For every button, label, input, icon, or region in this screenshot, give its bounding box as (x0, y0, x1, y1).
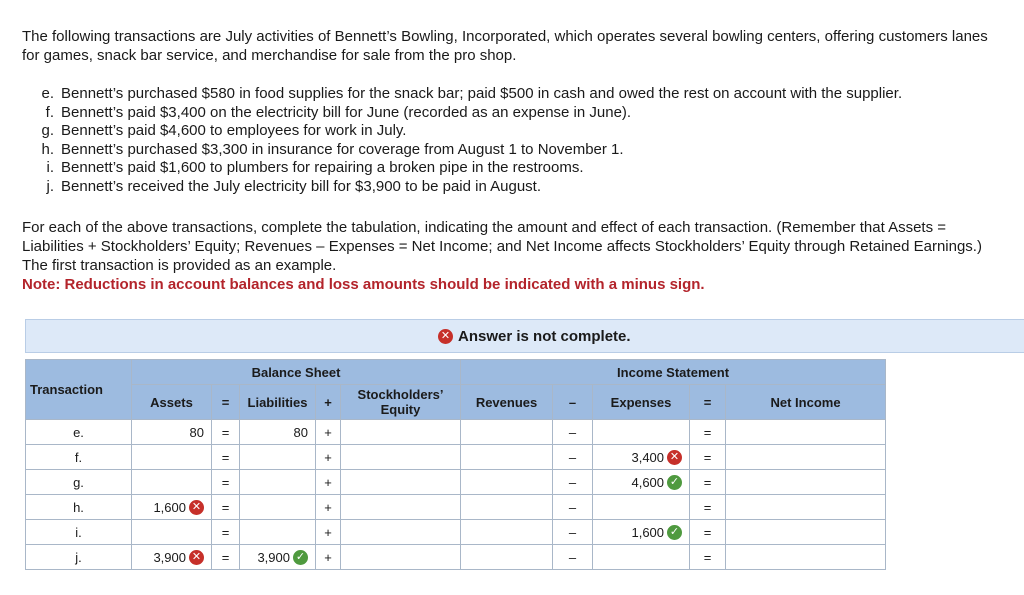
cell-value: e. (73, 424, 84, 440)
transaction-letter: i. (46, 159, 54, 177)
input-assets[interactable] (132, 445, 212, 470)
cell-value: j. (75, 549, 82, 565)
cell-equals-1 (212, 420, 240, 445)
cell-value: 1,600 (631, 524, 665, 540)
input-revenues[interactable] (461, 445, 553, 470)
input-liabilities[interactable] (240, 470, 316, 495)
cell-value: = (703, 449, 712, 465)
transaction-text: Bennett’s purchased $580 in food supplies for the snack bar; paid $500 in cash and owed the rest on account with the supplier. (61, 85, 903, 102)
input-expenses[interactable] (593, 470, 690, 495)
table-row (26, 545, 886, 570)
header-equals-1: = (212, 385, 240, 420)
cell-equals-2 (690, 495, 726, 520)
cell-value: = (221, 549, 230, 565)
cell-equals-1 (212, 445, 240, 470)
header-expenses: Expenses (593, 385, 690, 420)
cell-value: 1,600 (153, 499, 186, 515)
cell-value: + (324, 449, 332, 465)
cell-value: = (221, 449, 230, 465)
cell-value: – (568, 424, 577, 440)
input-revenues[interactable] (461, 470, 553, 495)
header-income-statement: Income Statement (461, 360, 886, 385)
problem-intro: The following transactions are July activities of Bennett’s Bowling, Incorporated, which operates several bowling centers, offering customers lanes for games, snack bar service, and merchandise for sale from the pro shop. (22, 28, 988, 64)
cell-plus (316, 495, 341, 520)
transaction-letter: f. (45, 103, 54, 121)
transaction-text: Bennett’s paid $4,600 to employees for work in July. (61, 122, 407, 140)
input-stockholders-equity[interactable] (341, 470, 461, 495)
cell-minus (553, 470, 593, 495)
cell-value: = (703, 524, 712, 540)
cell-value: + (324, 424, 332, 440)
cell-equals-1 (212, 470, 240, 495)
header-minus: – (553, 385, 593, 420)
input-assets[interactable] (132, 470, 212, 495)
cell-transaction (26, 520, 132, 545)
instructions-text: For each of the above transactions, complete the tabulation, indicating the amount and effect of each transaction. (Remember that Assets = Liabilities + Stockholders’ Equity; Revenues – Expenses = Net Income; and Net Income affects Stockholders’ Equity through Retained Earnings.) The first transaction is provided as an example. (22, 219, 982, 274)
input-expenses[interactable] (593, 495, 690, 520)
cell-value: – (568, 549, 577, 565)
cell-value: = (221, 499, 230, 515)
header-liabilities: Liabilities (240, 385, 316, 420)
transaction-item (40, 85, 902, 104)
transaction-text: Bennett’s paid $3,400 on the electricity bill for June (recorded as an expense in June). (61, 103, 632, 121)
cell-equals-2 (690, 420, 726, 445)
header-net-income: Net Income (726, 385, 886, 420)
input-liabilities[interactable] (240, 420, 316, 445)
cell-value: = (703, 474, 712, 490)
transaction-text: Bennett’s paid $1,600 to plumbers for repairing a broken pipe in the restrooms. (61, 159, 584, 177)
cell-value: – (568, 449, 577, 465)
input-stockholders-equity[interactable] (341, 545, 461, 570)
table-row (26, 495, 886, 520)
cell-transaction (26, 470, 132, 495)
cell-value: + (324, 499, 332, 515)
transaction-text: Bennett’s received the July electricity bill for $3,900 to be paid in August. (61, 177, 542, 195)
cell-minus (553, 495, 593, 520)
input-stockholders-equity[interactable] (341, 420, 461, 445)
input-liabilities[interactable] (240, 495, 316, 520)
cell-value: 3,400 (631, 449, 665, 465)
cell-plus (316, 470, 341, 495)
check-circle-icon: ✓ (667, 475, 682, 490)
cell-value: + (324, 524, 332, 540)
transaction-text: Bennett’s purchased $3,300 in insurance for coverage from August 1 to November 1. (61, 140, 624, 158)
transaction-letter: e. (41, 85, 54, 102)
input-expenses[interactable] (593, 545, 690, 570)
transaction-list (40, 85, 902, 197)
cell-minus (553, 545, 593, 570)
input-revenues[interactable] (461, 520, 553, 545)
cell-value: = (703, 424, 712, 440)
transaction-letter: g. (41, 122, 54, 140)
transaction-item (40, 159, 902, 178)
input-net-income[interactable] (726, 445, 886, 470)
instructions-block (22, 218, 997, 294)
cell-equals-2 (690, 470, 726, 495)
cell-value: 80 (189, 424, 204, 440)
cell-transaction (26, 495, 132, 520)
cell-transaction (26, 545, 132, 570)
transaction-item (40, 104, 902, 123)
cell-minus (553, 420, 593, 445)
cell-value: 3,900 (153, 549, 186, 565)
cell-value: – (568, 524, 577, 540)
x-circle-icon: ✕ (667, 450, 682, 465)
input-revenues[interactable] (461, 495, 553, 520)
table-row (26, 445, 886, 470)
input-stockholders-equity[interactable] (341, 520, 461, 545)
input-expenses[interactable] (593, 420, 690, 445)
input-expenses[interactable] (593, 520, 690, 545)
cell-value: g. (73, 474, 84, 490)
input-stockholders-equity[interactable] (341, 495, 461, 520)
input-net-income[interactable] (726, 495, 886, 520)
cell-value: 4,600 (631, 474, 665, 490)
tabulation-table (25, 359, 886, 570)
cell-equals-2 (690, 520, 726, 545)
cell-value: = (703, 549, 712, 565)
input-assets[interactable] (132, 495, 212, 520)
check-circle-icon: ✓ (667, 525, 682, 540)
transaction-item (40, 141, 902, 160)
input-net-income[interactable] (726, 545, 886, 570)
cell-transaction (26, 445, 132, 470)
cell-value: f. (74, 449, 83, 465)
transaction-letter: j. (46, 177, 54, 195)
cell-value: – (568, 499, 577, 515)
cell-minus (553, 520, 593, 545)
input-stockholders-equity[interactable] (341, 445, 461, 470)
cell-value: = (221, 424, 230, 440)
cell-value: + (324, 474, 332, 490)
input-net-income[interactable] (726, 470, 886, 495)
cell-value: = (221, 524, 230, 540)
cell-equals-2 (690, 545, 726, 570)
cell-value: + (324, 549, 332, 565)
table-row (26, 520, 886, 545)
input-revenues[interactable] (461, 420, 553, 445)
transaction-item (40, 122, 902, 141)
input-net-income[interactable] (726, 420, 886, 445)
input-expenses[interactable] (593, 445, 690, 470)
table-row (26, 470, 886, 495)
cell-value: = (221, 474, 230, 490)
input-liabilities[interactable] (240, 520, 316, 545)
input-revenues[interactable] (461, 545, 553, 570)
input-assets[interactable] (132, 420, 212, 445)
header-transaction: Transaction (26, 360, 132, 420)
cell-value: 3,900 (257, 549, 290, 565)
table-row (26, 420, 886, 445)
input-assets[interactable] (132, 520, 212, 545)
input-net-income[interactable] (726, 520, 886, 545)
x-circle-icon: ✕ (438, 329, 453, 344)
note-text: Note: Reductions in account balances and loss amounts should be indicated with a minus sign. (22, 276, 705, 293)
cell-minus (553, 445, 593, 470)
input-assets[interactable] (132, 545, 212, 570)
cell-plus (316, 520, 341, 545)
cell-value: i. (75, 524, 82, 540)
cell-equals-1 (212, 495, 240, 520)
cell-value: 80 (293, 424, 308, 440)
transaction-item (40, 178, 902, 197)
header-revenues: Revenues (461, 385, 553, 420)
header-plus: + (316, 385, 341, 420)
input-liabilities[interactable] (240, 445, 316, 470)
cell-value: h. (73, 499, 84, 515)
cell-value: = (703, 499, 712, 515)
cell-plus (316, 445, 341, 470)
input-liabilities[interactable] (240, 545, 316, 570)
cell-value: – (568, 474, 577, 490)
answer-status-banner (25, 319, 1024, 353)
cell-equals-1 (212, 520, 240, 545)
header-balance-sheet: Balance Sheet (132, 360, 461, 385)
header-assets: Assets (132, 385, 212, 420)
cell-equals-1 (212, 545, 240, 570)
header-stockholders-equity: Stockholders’ Equity (341, 385, 461, 420)
cell-plus (316, 420, 341, 445)
banner-text: Answer is not complete. (458, 328, 631, 345)
header-equals-2: = (690, 385, 726, 420)
cell-equals-2 (690, 445, 726, 470)
cell-transaction (26, 420, 132, 445)
cell-plus (316, 545, 341, 570)
transaction-letter: h. (41, 140, 54, 158)
x-circle-icon: ✕ (189, 550, 204, 565)
check-circle-icon: ✓ (293, 550, 308, 565)
x-circle-icon: ✕ (189, 500, 204, 515)
